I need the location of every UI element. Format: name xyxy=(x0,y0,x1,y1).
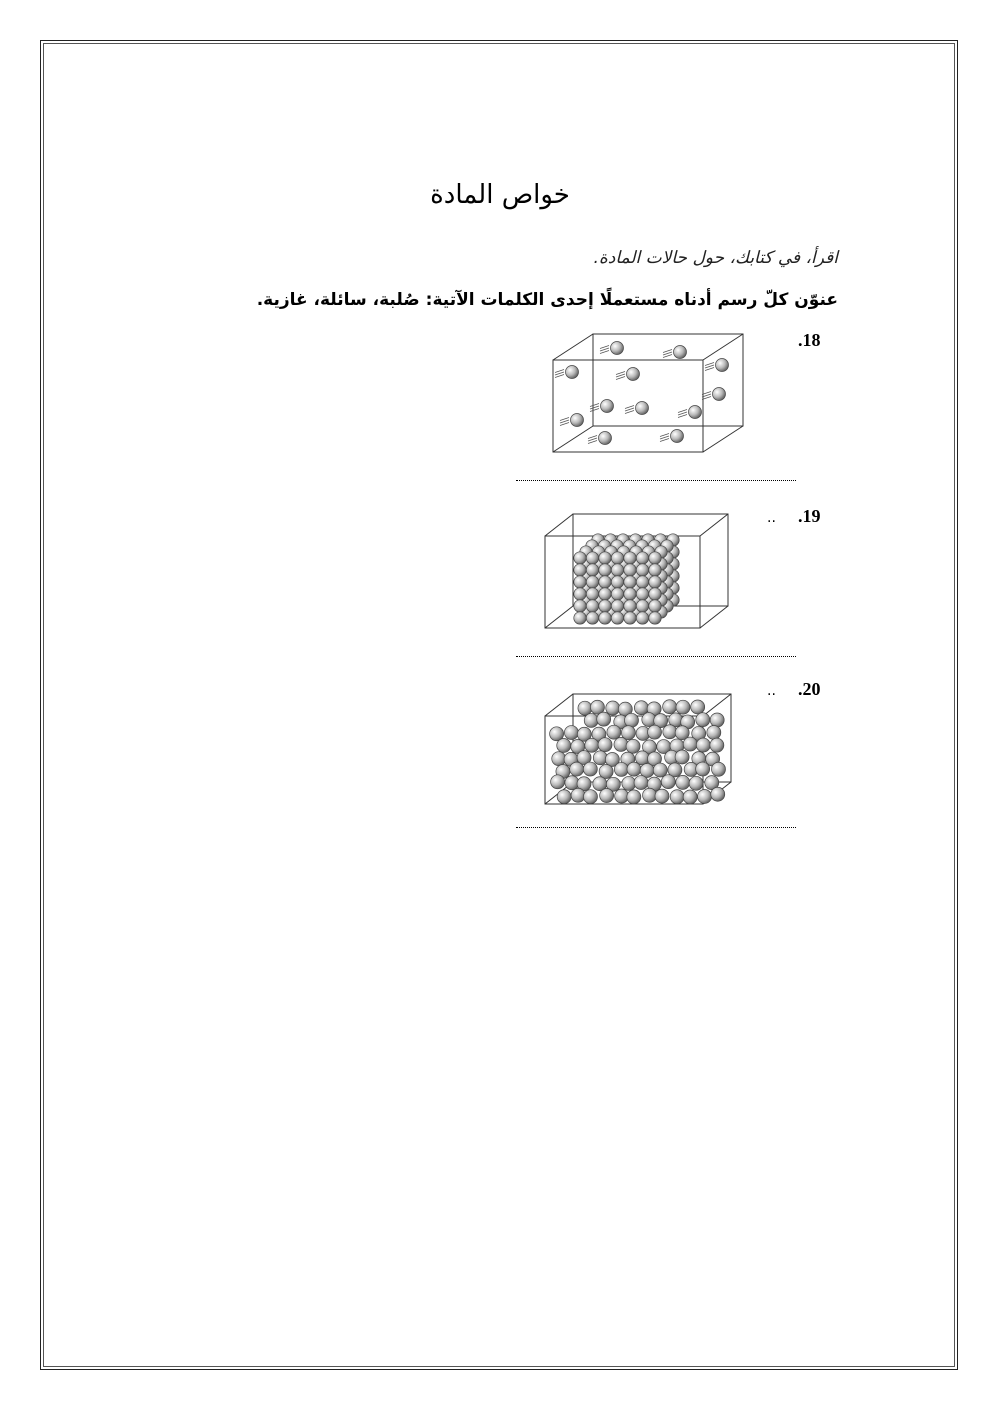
particle xyxy=(663,725,677,739)
particle xyxy=(627,368,640,381)
particle xyxy=(574,576,586,588)
particle xyxy=(574,588,586,600)
page-border-inner xyxy=(43,43,955,1367)
question-marker-19: .. xyxy=(767,510,776,526)
particle xyxy=(557,790,571,804)
particle xyxy=(653,763,667,777)
particle xyxy=(649,600,661,612)
page-title: خواص المادة xyxy=(430,180,570,210)
particle xyxy=(599,764,613,778)
particle xyxy=(683,737,697,751)
particle xyxy=(636,576,648,588)
particle xyxy=(586,564,598,576)
solid-particles-diagram xyxy=(540,508,740,633)
particle xyxy=(614,737,628,751)
cube-edge xyxy=(553,426,593,452)
particle xyxy=(626,739,640,753)
particle xyxy=(689,406,702,419)
particle xyxy=(564,726,578,740)
cube-edge xyxy=(700,514,728,536)
particle xyxy=(624,552,636,564)
particle xyxy=(636,564,648,576)
particle xyxy=(611,612,623,624)
particle xyxy=(574,564,586,576)
particle xyxy=(698,789,712,803)
particle xyxy=(711,762,725,776)
liquid-particles-diagram xyxy=(540,688,740,810)
particle xyxy=(643,788,657,802)
particle xyxy=(611,552,623,564)
cube-edge xyxy=(545,694,573,716)
particle xyxy=(551,775,565,789)
particle xyxy=(599,432,612,445)
labeling-instruction: عنوّن كلّ رسم أدناه مستعملًا إحدى الكلمات الآتية: صُلبة، سائلة، غازية. xyxy=(256,290,838,310)
particle xyxy=(691,700,705,714)
particle xyxy=(599,612,611,624)
particle xyxy=(663,700,677,714)
particle xyxy=(599,576,611,588)
cube-edge xyxy=(700,606,728,628)
particle xyxy=(696,762,710,776)
particle xyxy=(655,789,669,803)
particle xyxy=(627,762,641,776)
particle xyxy=(634,776,648,790)
particle xyxy=(636,588,648,600)
cube-edge xyxy=(703,334,743,360)
particle xyxy=(636,600,648,612)
particle xyxy=(683,790,697,804)
particle xyxy=(675,750,689,764)
particle xyxy=(570,762,584,776)
particle xyxy=(611,342,624,355)
cube-edge xyxy=(703,426,743,452)
particle xyxy=(627,790,641,804)
particle xyxy=(586,552,598,564)
particle xyxy=(661,775,675,789)
particle xyxy=(696,738,710,752)
particle xyxy=(574,600,586,612)
particle xyxy=(586,612,598,624)
particle xyxy=(671,430,684,443)
particle xyxy=(716,359,729,372)
particle xyxy=(571,788,585,802)
particle xyxy=(624,576,636,588)
particle xyxy=(624,588,636,600)
particle xyxy=(624,564,636,576)
particle xyxy=(586,588,598,600)
answer-line-18[interactable] xyxy=(516,480,796,481)
particle xyxy=(624,600,636,612)
answer-line-20[interactable] xyxy=(516,827,796,828)
particle xyxy=(599,600,611,612)
particle xyxy=(574,612,586,624)
particle xyxy=(674,346,687,359)
particle xyxy=(611,564,623,576)
particle xyxy=(566,366,579,379)
particle xyxy=(583,762,597,776)
particle xyxy=(574,552,586,564)
particle xyxy=(707,725,721,739)
particle xyxy=(598,738,612,752)
particle xyxy=(615,789,629,803)
particle xyxy=(601,400,614,413)
particle xyxy=(599,564,611,576)
particle xyxy=(648,725,662,739)
particle xyxy=(552,752,566,766)
particle xyxy=(624,713,638,727)
particle xyxy=(696,713,710,727)
particle xyxy=(599,552,611,564)
particle xyxy=(689,776,703,790)
particle xyxy=(676,775,690,789)
cube-edge xyxy=(545,514,573,536)
particle xyxy=(713,388,726,401)
particle xyxy=(600,788,614,802)
particle xyxy=(670,790,684,804)
cube-edge xyxy=(553,334,593,360)
particle xyxy=(584,713,598,727)
particle xyxy=(649,552,661,564)
particle xyxy=(606,701,620,715)
question-number-19: .19 xyxy=(798,506,821,526)
particle xyxy=(611,600,623,612)
particle xyxy=(557,738,571,752)
particle xyxy=(585,738,599,752)
particle xyxy=(611,588,623,600)
particle xyxy=(622,776,636,790)
particle xyxy=(649,564,661,576)
particle xyxy=(710,713,724,727)
particle xyxy=(586,600,598,612)
question-number-20: .20 xyxy=(798,679,821,699)
cube-edge xyxy=(545,606,573,628)
particle xyxy=(614,762,628,776)
question-number-18: .18 xyxy=(798,330,821,350)
particle xyxy=(583,790,597,804)
particle xyxy=(586,576,598,588)
particle xyxy=(710,738,724,752)
particle xyxy=(607,725,621,739)
particle xyxy=(649,588,661,600)
particle xyxy=(599,588,611,600)
particle xyxy=(676,700,690,714)
particle xyxy=(711,787,725,801)
reading-instruction: اقرأ، في كتابك، حول حالات المادة. xyxy=(593,248,838,268)
particle xyxy=(571,414,584,427)
particle xyxy=(611,576,623,588)
particle xyxy=(649,576,661,588)
particle xyxy=(649,612,661,624)
particle xyxy=(636,552,648,564)
particle xyxy=(636,612,648,624)
particle xyxy=(597,712,611,726)
gas-particles-diagram xyxy=(545,332,745,462)
particle xyxy=(634,701,648,715)
particle xyxy=(578,701,592,715)
answer-line-19[interactable] xyxy=(516,656,796,657)
question-marker-20: .. xyxy=(767,683,776,699)
particle xyxy=(624,612,636,624)
particle xyxy=(636,402,649,415)
